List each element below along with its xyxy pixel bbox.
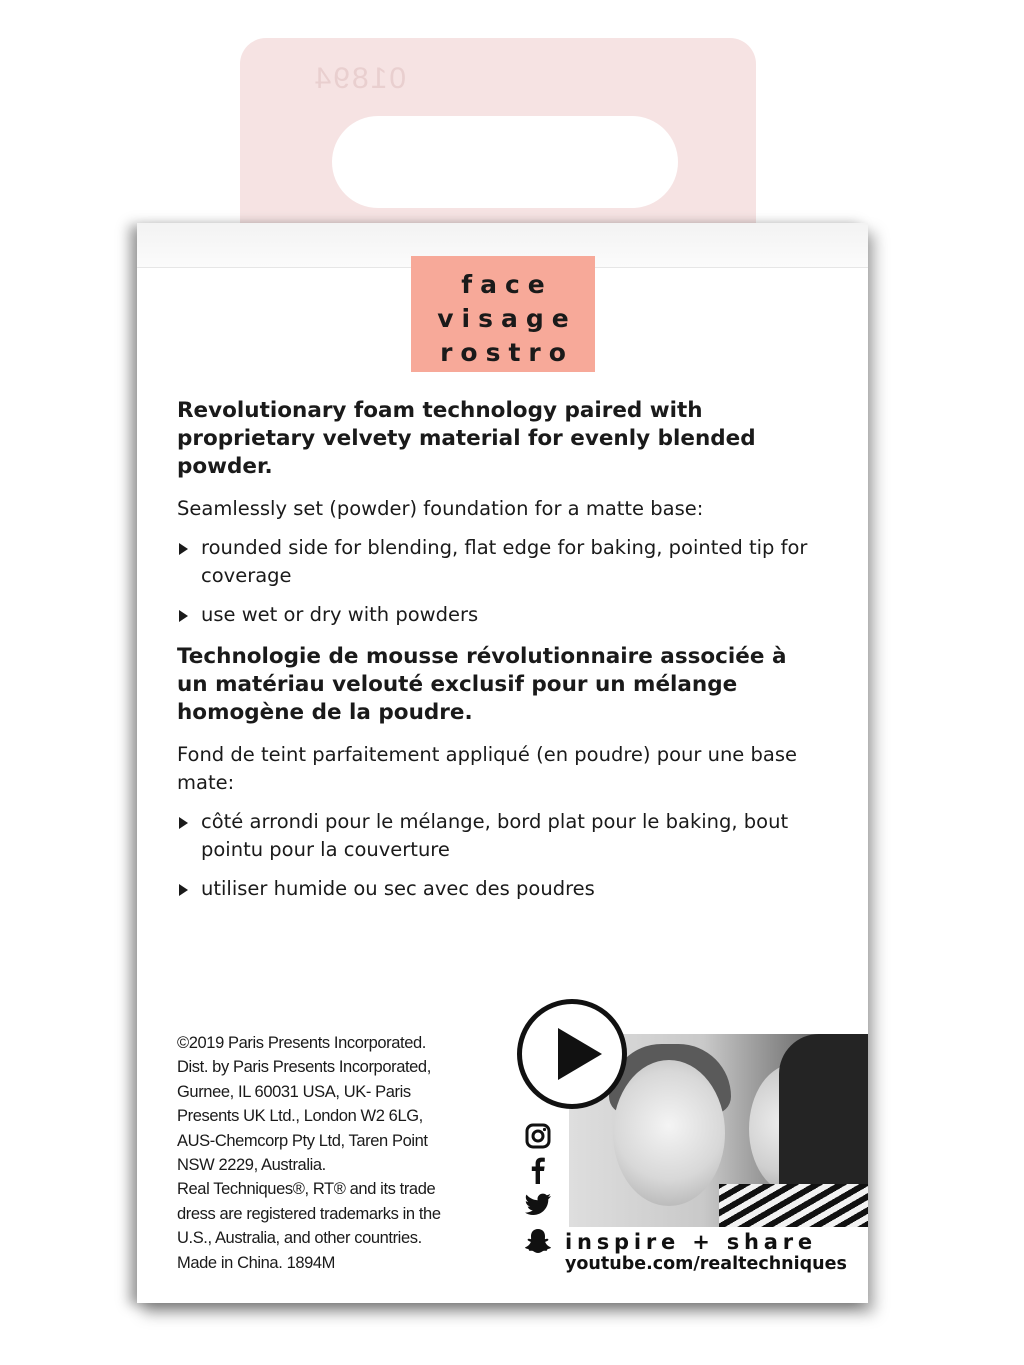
english-bullet-text: rounded side for blending, flat edge for baking, pointed tip for coverage xyxy=(201,536,808,587)
twitter-icon[interactable] xyxy=(523,1190,553,1220)
english-bullet xyxy=(177,534,817,590)
striped-shirt xyxy=(719,1184,868,1227)
play-icon[interactable] xyxy=(517,999,627,1109)
french-bullet-text: utiliser humide ou sec avec des poudres xyxy=(201,877,595,900)
legal-line: Gurnee, IL 60031 USA, UK- Paris xyxy=(177,1082,411,1101)
french-bullet xyxy=(177,875,817,903)
product-description xyxy=(177,397,817,903)
english-bullet xyxy=(177,601,817,629)
youtube-link[interactable]: youtube.com/realtechniques xyxy=(565,1254,847,1274)
hanger-tab xyxy=(240,38,756,238)
instagram-icon[interactable] xyxy=(523,1121,553,1151)
product-box-back xyxy=(137,223,868,1303)
french-heading: Technologie de mousse révolutionnaire associée à un matériau velouté exclusif pour un mélange homogène de la poudre. xyxy=(177,644,787,725)
bullet-arrow-icon xyxy=(179,817,188,829)
legal-line: ©2019 Paris Presents Incorporated. xyxy=(177,1034,426,1052)
category-tag xyxy=(411,256,595,372)
french-bullet xyxy=(177,808,817,864)
tag-line-rostro: rostro xyxy=(440,338,574,367)
bullet-arrow-icon xyxy=(179,543,188,555)
snapchat-icon[interactable] xyxy=(523,1226,553,1256)
legal-line: Presents UK Ltd., London W2 6LG, xyxy=(177,1107,423,1126)
legal-line: dress are registered trademarks in the xyxy=(177,1204,441,1223)
legal-notice xyxy=(177,1031,507,1275)
legal-line: NSW 2229, Australia. xyxy=(177,1156,326,1175)
legal-line: U.S., Australia, and other countries. xyxy=(177,1229,422,1248)
french-bullet-text: côté arrondi pour le mélange, bord plat pour le baking, bout pointu pour la couverture xyxy=(201,810,789,861)
legal-line: Dist. by Paris Presents Incorporated, xyxy=(177,1058,431,1077)
french-intro: Fond de teint parfaitement appliqué (en poudre) pour une base mate: xyxy=(177,743,797,794)
tag-line-face: face xyxy=(461,270,553,299)
bullet-arrow-icon xyxy=(179,884,188,896)
english-heading: Revolutionary foam technology paired with proprietary velvety material for evenly blended powder. xyxy=(177,398,756,479)
inspire-share-tagline: inspire + share xyxy=(565,1230,817,1254)
english-intro: Seamlessly set (powder) foundation for a matte base: xyxy=(177,497,704,520)
play-triangle xyxy=(558,1028,602,1080)
english-bullet-text: use wet or dry with powders xyxy=(201,603,479,626)
tag-line-visage: visage xyxy=(437,304,577,333)
hanger-hole xyxy=(332,116,678,208)
bullet-arrow-icon xyxy=(179,610,188,622)
facebook-icon[interactable] xyxy=(523,1155,553,1185)
model-face xyxy=(613,1060,725,1206)
legal-line: AUS-Chemcorp Pty Ltd, Taren Point xyxy=(177,1131,428,1150)
legal-line: Made in China. 1894M xyxy=(177,1253,336,1272)
legal-line: Real Techniques®, RT® and its trade xyxy=(177,1180,436,1199)
hanger-code: 01894 xyxy=(312,62,406,95)
